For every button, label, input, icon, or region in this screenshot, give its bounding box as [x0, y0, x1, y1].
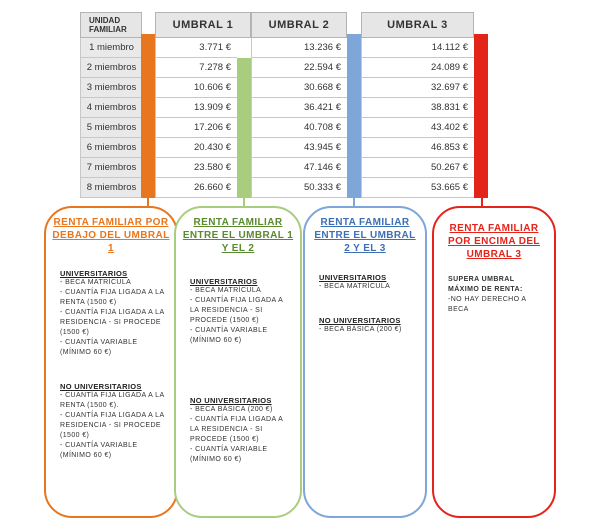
list-item: - CUANTÍA FIJA LIGADA A LA RESIDENCIA - SI PROCEDE (1500 €)	[190, 416, 283, 443]
section-heading-non-university: NO UNIVERSITARIOS	[60, 382, 142, 391]
list-item: - BECA BÁSICA (200 €)	[190, 406, 273, 413]
section-heading-non-university: NO UNIVERSITARIOS	[190, 396, 272, 405]
cell-u3: 50.267 €	[361, 158, 474, 178]
list-item: - BECA MATRÍCULA	[60, 279, 132, 286]
header-umbral-1: UMBRAL 1	[155, 12, 251, 38]
cell-u1: 20.430 €	[155, 138, 237, 158]
row-label: 3 miembros	[80, 78, 142, 98]
list-item: - BECA MATRÍCULA	[190, 287, 262, 294]
section-heading-university: UNIVERSITARIOS	[190, 277, 258, 286]
row-label: 6 miembros	[80, 138, 142, 158]
threshold-bar-orange	[141, 34, 155, 198]
cell-u3: 46.853 €	[361, 138, 474, 158]
cell-u3: 24.089 €	[361, 58, 474, 78]
box-title: RENTA FAMILIAR POR DEBAJO DEL UMBRAL 1	[52, 217, 170, 254]
list-item: - BECA BÁSICA (200 €)	[319, 326, 402, 333]
cell-u1: 10.606 €	[155, 78, 237, 98]
list-item: - CUANTÍA VARIABLE (MÍNIMO 60 €)	[60, 339, 138, 356]
cell-u3: 38.831 €	[361, 98, 474, 118]
box-between-umbral-1-2	[174, 206, 302, 518]
cell-u3: 14.112 €	[361, 38, 474, 58]
cell-u1: 17.206 €	[155, 118, 237, 138]
row-label: 8 miembros	[80, 178, 142, 198]
list-item: - CUANTÍA FIJA LIGADA A LA RESIDENCIA - SI PROCEDE (1500 €)	[60, 309, 165, 336]
income-threshold-table	[80, 12, 488, 198]
list-item: - CUANTÍA VARIABLE (MÍNIMO 60 €)	[190, 446, 268, 463]
row-label: 7 miembros	[80, 158, 142, 178]
list-item: - CUANTÍA FIJA LIGADA A LA RENTA (1500 €).	[60, 392, 165, 409]
list-item: - CUANTÍA VARIABLE (MÍNIMO 60 €)	[60, 442, 138, 459]
cell-u2: 13.236 €	[251, 38, 347, 58]
list-item: - CUANTÍA FIJA LIGADA A LA RESIDENCIA - SI PROCEDE (1500 €)	[60, 412, 165, 439]
cell-u2: 22.594 €	[251, 58, 347, 78]
cell-u2: 36.421 €	[251, 98, 347, 118]
threshold-bar-red	[474, 34, 488, 198]
row-label: 2 miembros	[80, 58, 142, 78]
box-below-umbral-1	[44, 206, 178, 518]
section-heading-university: UNIVERSITARIOS	[60, 269, 128, 278]
cell-u1: 23.580 €	[155, 158, 237, 178]
cell-u1: 3.771 €	[155, 38, 237, 58]
box-title: RENTA FAMILIAR ENTRE EL UMBRAL 1 Y EL 2	[182, 217, 294, 254]
list-item: SUPERA UMBRAL MÁXIMO DE RENTA:	[448, 276, 523, 293]
row-label: 5 miembros	[80, 118, 142, 138]
list-item: - CUANTÍA VARIABLE (MÍNIMO 60 €)	[190, 327, 268, 344]
section-heading-non-university: NO UNIVERSITARIOS	[319, 316, 401, 325]
list-item: -NO HAY DERECHO A BECA	[448, 296, 527, 313]
cell-u1: 26.660 €	[155, 178, 237, 198]
threshold-bar-green	[237, 58, 251, 198]
header-umbral-3: UMBRAL 3	[361, 12, 474, 38]
cell-u1: 7.278 €	[155, 58, 237, 78]
cell-u2: 43.945 €	[251, 138, 347, 158]
cell-u2: 47.146 €	[251, 158, 347, 178]
cell-u3: 53.665 €	[361, 178, 474, 198]
cell-u3: 43.402 €	[361, 118, 474, 138]
cell-u2: 40.708 €	[251, 118, 347, 138]
section-heading-university: UNIVERSITARIOS	[319, 273, 387, 282]
header-family-unit: UNIDAD FAMILIAR	[80, 12, 142, 38]
box-between-umbral-2-3	[303, 206, 427, 518]
list-item: - CUANTÍA FIJA LIGADA A LA RESIDENCIA - SI PROCEDE (1500 €)	[190, 297, 283, 324]
row-label: 1 miembro	[80, 38, 142, 58]
box-above-umbral-3	[432, 206, 556, 518]
threshold-bar-blue	[347, 34, 361, 198]
cell-u2: 50.333 €	[251, 178, 347, 198]
header-umbral-2: UMBRAL 2	[251, 12, 347, 38]
box-title: RENTA FAMILIAR ENTRE EL UMBRAL 2 Y EL 3	[314, 217, 416, 254]
box-title: RENTA FAMILIAR POR ENCIMA DEL UMBRAL 3	[448, 223, 540, 260]
cell-u2: 30.668 €	[251, 78, 347, 98]
list-item: - BECA MATRÍCULA	[319, 283, 391, 290]
row-label: 4 miembros	[80, 98, 142, 118]
cell-u1: 13.909 €	[155, 98, 237, 118]
cell-u3: 32.697 €	[361, 78, 474, 98]
list-item: - CUANTÍA FIJA LIGADA A LA RENTA (1500 €)	[60, 289, 165, 306]
